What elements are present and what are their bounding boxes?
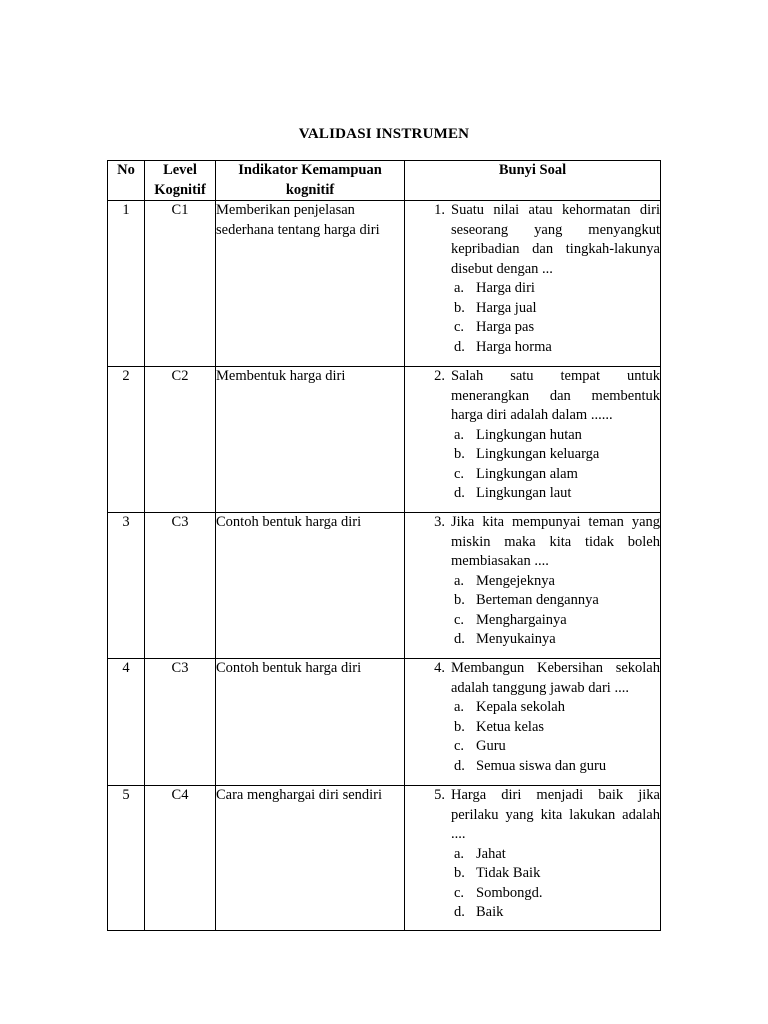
row-indikator: Contoh bentuk harga diri [216,659,405,786]
option-letter: b. [454,299,465,316]
option-text: Harga jual [476,299,537,316]
option-letter: c. [454,884,465,901]
question-number: 3. [434,514,445,530]
answer-option [405,903,660,923]
row-number: 2 [108,367,145,513]
row-number: 3 [108,513,145,659]
row-indikator: Contoh bentuk harga diri [216,513,405,659]
option-letter: c. [454,611,465,628]
question-number: 2. [434,368,445,384]
option-letter: d. [454,338,465,355]
answer-option [405,630,660,650]
table-row [108,513,661,659]
header-no: No [108,161,145,201]
row-number: 1 [108,201,145,367]
row-indikator: Cara menghargai diri sendiri [216,786,405,931]
question-text: Jika kita mempunyai teman yang miskin maka kita tidak boleh membiasakan .... [451,514,660,569]
answer-option [405,737,660,757]
option-text: Lingkungan laut [476,485,572,501]
option-text: Lingkungan alam [476,465,578,482]
option-letter: a. [454,845,465,862]
question-number: 4. [434,660,445,676]
option-text: Mengejeknya [476,572,555,589]
option-letter: b. [454,592,465,608]
row-number: 4 [108,659,145,786]
option-text: Berteman dengannya [476,592,599,608]
question [405,786,660,845]
row-level: C1 [145,201,216,367]
option-letter: a. [454,572,465,589]
option-text: Tidak Baik [476,865,541,881]
option-letter: d. [454,485,465,501]
row-number: 5 [108,786,145,931]
option-letter: c. [454,738,465,754]
table-body [108,201,661,931]
question [405,367,660,426]
question-text: Salah satu tempat untuk menerangkan dan membentuk harga diri adalah dalam ...... [451,368,660,423]
option-letter: c. [454,465,465,482]
option-text: Harga horma [476,338,552,355]
question-number: 1. [434,202,445,218]
answer-option [405,318,660,338]
header-level: Level Kognitif [145,161,216,201]
validation-table [107,160,661,931]
option-text: Baik [476,904,504,920]
option-text: Guru [476,738,506,754]
answer-option [405,338,660,358]
document-title: VALIDASI INSTRUMEN [298,126,470,142]
answer-option [405,299,660,319]
question-number: 5. [434,787,445,803]
option-letter: d. [454,631,465,647]
row-question-cell [405,367,661,513]
answer-option [405,484,660,504]
row-question-cell [405,513,661,659]
option-letter: b. [454,718,465,735]
row-indikator: Memberikan penjelasan sederhana tentang harga diri [216,201,405,367]
row-level: C3 [145,659,216,786]
option-text: Menghargainya [476,611,567,628]
answer-option [405,465,660,485]
option-text: Ketua kelas [476,718,545,735]
option-letter: a. [454,699,465,715]
option-text: Sombongd. [476,884,543,901]
question-text: Membangun Kebersihan sekolah adalah tanggung jawab dari .... [451,660,660,696]
table-row [108,786,661,931]
option-letter: a. [454,426,465,443]
option-text: Lingkungan hutan [476,426,582,443]
option-letter: d. [454,904,465,920]
question [405,201,660,279]
answer-option [405,591,660,611]
answer-option [405,757,660,777]
answer-option [405,445,660,465]
table-row [108,659,661,786]
option-text: Harga pas [476,319,535,335]
table-row [108,367,661,513]
option-letter: b. [454,865,465,881]
row-level: C3 [145,513,216,659]
answer-option [405,845,660,865]
question [405,659,660,698]
answer-option [405,698,660,718]
row-level: C4 [145,786,216,931]
option-text: Kepala sekolah [476,699,565,715]
row-indikator: Membentuk harga diri [216,367,405,513]
option-text: Jahat [476,845,506,862]
header-soal: Bunyi Soal [405,161,661,201]
option-text: Semua siswa dan guru [476,757,607,774]
option-letter: d. [454,757,465,774]
row-level: C2 [145,367,216,513]
option-letter: c. [454,319,465,335]
header-indikator: Indikator Kemampuan kognitif [216,161,405,201]
question-text: Suatu nilai atau kehormatan diri seseorang yang menyangkut kepribadian dan tingkah-lakunya disebut dengan ... [451,202,660,277]
option-text: Menyukainya [476,631,556,647]
option-text: Harga diri [476,280,535,296]
table-header-row [108,161,661,201]
answer-option [405,279,660,299]
answer-option [405,884,660,904]
answer-option [405,718,660,738]
answer-option [405,572,660,592]
row-question-cell [405,201,661,367]
answer-option [405,611,660,631]
option-letter: a. [454,280,465,296]
answer-option [405,864,660,884]
row-question-cell [405,786,661,931]
option-letter: b. [454,446,465,462]
table-row [108,201,661,367]
answer-option [405,426,660,446]
option-text: Lingkungan keluarga [476,446,600,462]
question [405,513,660,572]
question-text: Harga diri menjadi baik jika perilaku yang kita lakukan adalah .... [451,787,660,842]
row-question-cell [405,659,661,786]
